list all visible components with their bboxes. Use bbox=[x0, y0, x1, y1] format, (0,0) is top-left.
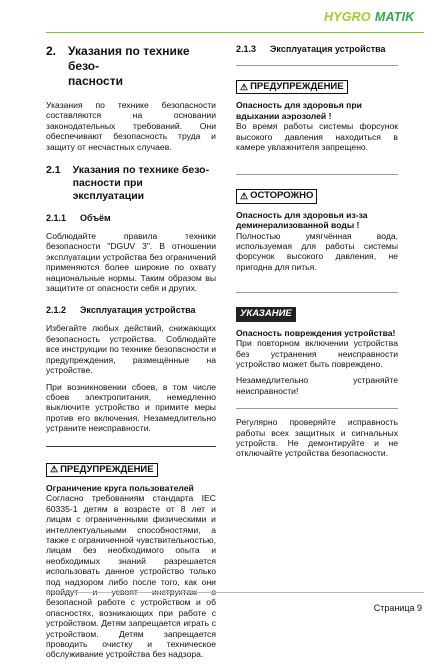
right-column bbox=[236, 40, 398, 465]
section-title: Эксплуатация устройства bbox=[80, 305, 196, 316]
hygromatik-logo bbox=[324, 10, 424, 25]
section-2-1-2-paragraph-2: При возникновении сбоев, в том числе сбоев электропитания, немедленно выключите устройство и примите меры против его включения. Незамедлительно устраните неисправности. bbox=[46, 381, 216, 434]
note-text: При повторном включении устройства без устранения неисправности устройство может быть повреждено. bbox=[236, 338, 398, 369]
section-number: 2.1.3 bbox=[236, 44, 257, 54]
caution-text: Полностью умягчённая вода, используемая для работы системы форсунок высокого давления, не пригодна для питья. bbox=[236, 230, 398, 272]
divider bbox=[46, 446, 216, 447]
section-2-1-1-heading bbox=[46, 213, 216, 224]
warning-triangle-icon: ⚠ bbox=[240, 81, 249, 92]
warning-badge bbox=[236, 80, 348, 94]
divider bbox=[236, 292, 398, 293]
final-text: Регулярно проверяйте исправность работы всех защитных и сигнальных устройств. Не демонтируйте и не отключайте устройства безопасности. bbox=[236, 417, 398, 459]
page-number: Страница 9 bbox=[373, 603, 422, 613]
warning-badge bbox=[46, 463, 158, 477]
section-number: 2.1 bbox=[46, 164, 61, 177]
section-title: Указания по технике безо- пасности bbox=[68, 44, 190, 88]
section-title: Объём bbox=[80, 213, 111, 224]
warning-label: ПРЕДУПРЕЖДЕНИЕ bbox=[250, 81, 344, 92]
divider bbox=[236, 65, 398, 66]
logo-text-hygro: HYGRO bbox=[324, 10, 371, 24]
left-column bbox=[46, 40, 216, 666]
header-rule bbox=[46, 32, 424, 33]
section-2-1-3-heading bbox=[236, 44, 398, 55]
note-text-2: Незамедлительно устраняйте неисправности! bbox=[236, 375, 398, 396]
note-badge: УКАЗАНИЕ bbox=[236, 307, 296, 321]
divider bbox=[236, 408, 398, 409]
warning-label: ПРЕДУПРЕЖДЕНИЕ bbox=[60, 463, 154, 475]
warning-text: Согласно требованиям стандарта IEC 60335-1 детям в возрасте от 8 лет и лицам с ограниченными физическими и интеллектуальными способностями, а также с ограниченной чувствительностью, лицам без необходимого опыта и необходимых знаний разрешается использовать данное устройство только под надзором либо после того, как они пройдут и усвоят инструктаж о безопасной работе с устройством и об опасностях, возникающих при работе с устройством. Детям запрещается играть с устройством. Детям запрещается проводить очистку и техническое обслуживание устройства без надзора. bbox=[46, 493, 216, 660]
footer-rule bbox=[46, 592, 424, 593]
warning-triangle-icon: ⚠ bbox=[240, 191, 249, 202]
section-2-heading bbox=[46, 44, 216, 89]
section-title: Эксплуатация устройства bbox=[270, 44, 386, 54]
section-number: 2.1.2 bbox=[46, 305, 67, 316]
note-title: Опасность повреждения устройства! bbox=[236, 327, 396, 338]
divider bbox=[236, 174, 398, 175]
warning-title: Опасность для здоровья при вдыхании аэрозолей ! bbox=[236, 100, 362, 121]
section-2-1-2-paragraph-1: Избегайте любых действий, снижающих безопасность устройства. Соблюдайте все инструкции по технике безопасности и предупреждения, размещённые на устройстве. bbox=[46, 323, 216, 376]
warning-title: Ограничение круга пользователей bbox=[46, 482, 194, 493]
caution-title: Опасность для здоровья из-за деминерализованной воды ! bbox=[236, 209, 368, 231]
caution-badge bbox=[236, 189, 317, 203]
section-number: 2. bbox=[46, 44, 57, 58]
section-title: Указания по технике безо- пасности при эксплуатации bbox=[72, 164, 210, 203]
section-2-text: Указания по технике безопасности составляются на основании законодательных требований. Они обеспечивают безопасность труда и защиту от несчастных случаев. bbox=[46, 100, 216, 152]
section-2-1-2-heading bbox=[46, 305, 216, 316]
section-number: 2.1.1 bbox=[46, 213, 67, 224]
section-2-1-1-text: Соблюдайте правила техники безопасности "DGUV 3". В отношении эксплуатации устройства без ограничений применяются более широкие по охвату национальные нормы. Таким образом вы защитите от опасности себя и других. bbox=[46, 231, 216, 294]
warning-text: Во время работы системы форсунок высокого давления находиться в камере увлажнителя запрещено. bbox=[236, 121, 398, 153]
caution-label: ОСТОРОЖНО bbox=[250, 190, 314, 202]
section-2-1-heading bbox=[46, 164, 216, 203]
warning-triangle-icon: ⚠ bbox=[50, 464, 59, 475]
logo-text-matik: MATIK bbox=[374, 10, 415, 24]
